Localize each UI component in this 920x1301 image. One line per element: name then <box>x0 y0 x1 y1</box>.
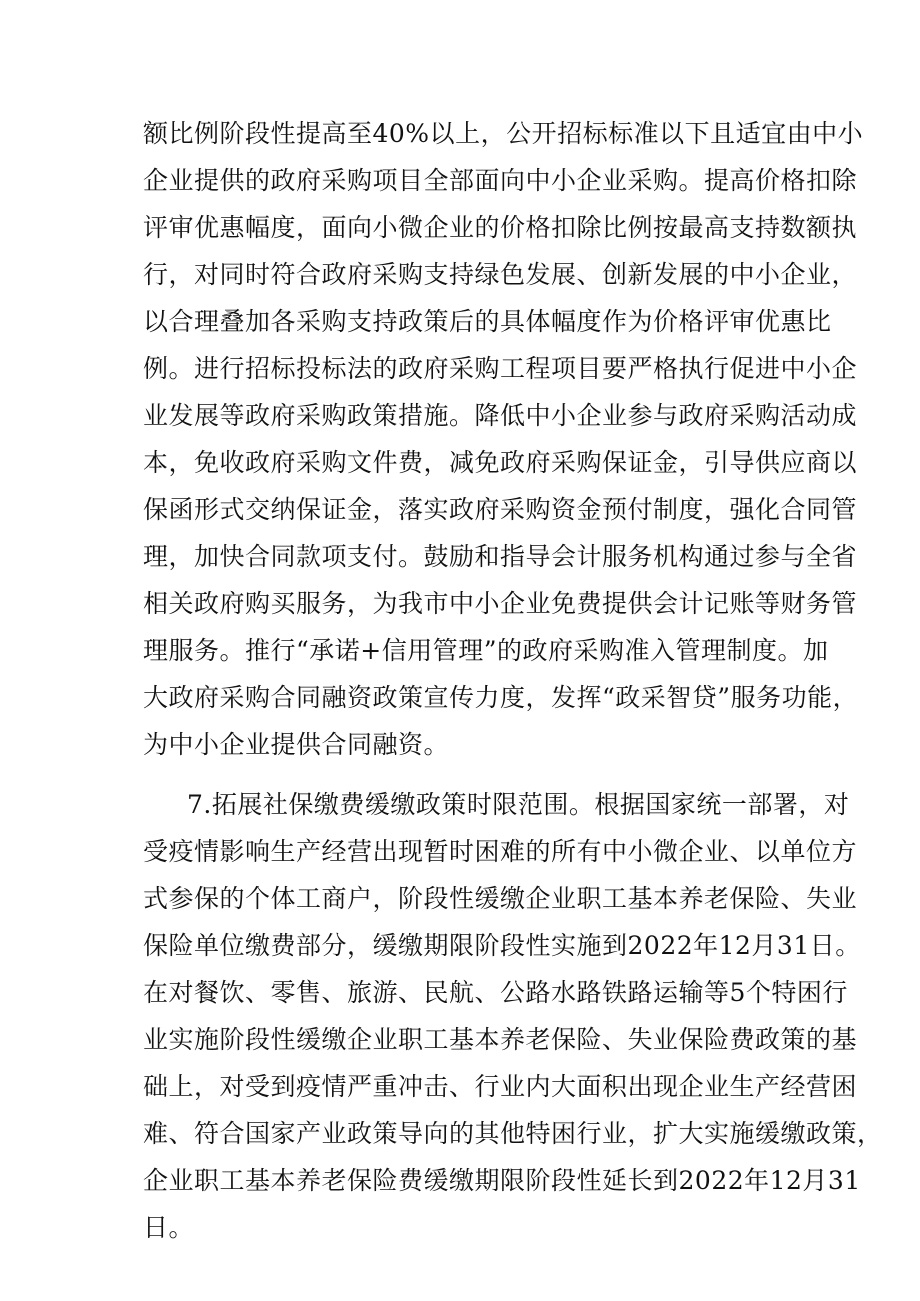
text-line: 业实施阶段性缓缴企业职工基本养老保险、失业保险费政策的基 <box>143 1025 858 1054</box>
text-line: 额比例阶段性提高至40%以上，公开招标标准以下且适宜由中小 <box>143 119 864 148</box>
text-line: 大政府采购合同融资政策宣传力度，发挥“政采智贷”服务功能， <box>143 683 859 712</box>
text-line: 评审优惠幅度，面向小微企业的价格扣除比例按最高支持数额执 <box>143 213 858 242</box>
text-line: 在对餐饮、零售、旅游、民航、公路水路铁路运输等5个特困行 <box>143 978 848 1007</box>
text-line: 难、符合国家产业政策导向的其他特困行业，扩大实施缓缴政策， <box>143 1119 883 1148</box>
text-line: 行，对同时符合政府采购支持绿色发展、创新发展的中小企业， <box>143 260 858 289</box>
text-line: 业发展等政府采购政策措施。降低中小企业参与政府采购活动成 <box>143 401 858 430</box>
text-line: 本，免收政府采购文件费，减免政府采购保证金，引导供应商以 <box>143 448 858 477</box>
text-line: 企业职工基本养老保险费缓缴期限阶段性延长到2022年12月31 <box>143 1166 861 1195</box>
section-heading-line: 7.拓展社保缴费缓缴政策时限范围。根据国家统一部署，对 <box>187 790 850 819</box>
text-line: 例。进行招标投标法的政府采购工程项目要严格执行促进中小企 <box>143 354 858 383</box>
text-line: 式参保的个体工商户，阶段性缓缴企业职工基本养老保险、失业 <box>143 884 858 913</box>
text-line: 企业提供的政府采购项目全部面向中小企业采购。提高价格扣除 <box>143 166 858 195</box>
text-line: 理服务。推行“承诺+信用管理”的政府采购准入管理制度。加 <box>143 636 829 665</box>
text-line: 以合理叠加各采购支持政策后的具体幅度作为价格评审优惠比 <box>143 307 832 336</box>
text-line: 为中小企业提供合同融资。 <box>143 730 450 759</box>
text-line: 理，加快合同款项支付。鼓励和指导会计服务机构通过参与全省 <box>143 542 858 571</box>
text-line: 础上，对受到疫情严重冲击、行业内大面积出现企业生产经营困 <box>143 1072 858 1101</box>
text-line: 日。 <box>143 1213 195 1242</box>
text-line: 受疫情影响生产经营出现暂时困难的所有中小微企业、以单位方 <box>143 837 858 866</box>
text-line: 相关政府购买服务，为我市中小企业免费提供会计记账等财务管 <box>143 589 858 618</box>
text-line: 保函形式交纳保证金，落实政府采购资金预付制度，强化合同管 <box>143 495 858 524</box>
text-line: 保险单位缴费部分，缓缴期限阶段性实施到2022年12月31日。 <box>143 931 861 960</box>
